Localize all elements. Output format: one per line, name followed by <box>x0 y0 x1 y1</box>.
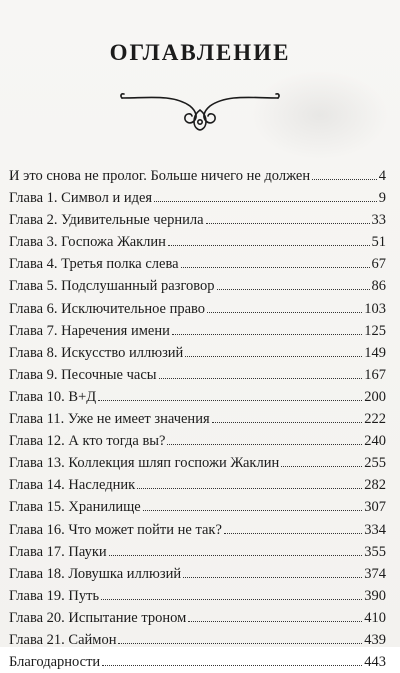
toc-entry-page: 443 <box>364 654 386 671</box>
toc-entry-title: Благодарности <box>9 654 101 671</box>
toc-entry-page: 4 <box>378 168 386 184</box>
toc-entry-title: Глава 10. В+Д <box>9 388 97 405</box>
toc-entry-title: И это снова не пролог. Больше ничего не должен <box>9 168 311 184</box>
dot-leader <box>137 488 362 489</box>
toc-entry <box>9 563 386 585</box>
table-of-contents <box>9 165 386 673</box>
toc-entry <box>9 519 386 541</box>
toc-entry-page: 390 <box>364 587 386 604</box>
toc-entry-page: 86 <box>371 278 386 295</box>
toc-entry-page: 103 <box>364 300 386 317</box>
toc-entry <box>9 364 386 386</box>
toc-entry <box>9 209 386 231</box>
toc-entry-page: 240 <box>364 433 386 450</box>
toc-entry-page: 307 <box>364 499 386 516</box>
dot-leader <box>312 179 377 180</box>
toc-entry-page: 222 <box>364 411 386 428</box>
dot-leader <box>172 334 362 335</box>
dot-leader <box>118 643 362 644</box>
toc-entry <box>9 408 386 430</box>
dot-leader <box>167 444 362 445</box>
toc-entry <box>9 320 386 342</box>
toc-entry-title: Глава 4. Третья полка слева <box>9 256 179 273</box>
dot-leader <box>98 400 362 401</box>
toc-entry-title: Глава 3. Госпожа Жаклин <box>9 234 166 251</box>
dot-leader <box>102 665 362 666</box>
flourish-ornament-icon <box>118 84 282 132</box>
dot-leader <box>109 555 363 556</box>
dot-leader <box>207 312 362 313</box>
toc-entry-page: 355 <box>364 543 386 560</box>
dot-leader <box>185 356 362 357</box>
toc-entry-page: 33 <box>371 212 386 229</box>
toc-entry-page: 67 <box>371 256 386 273</box>
toc-entry <box>9 607 386 629</box>
toc-entry-page: 167 <box>364 366 386 383</box>
toc-entry-title: Глава 16. Что может пойти не так? <box>9 521 222 538</box>
toc-entry-title: Глава 19. Путь <box>9 587 100 604</box>
toc-entry <box>9 253 386 275</box>
toc-entry-title: Глава 9. Песочные часы <box>9 366 157 383</box>
toc-entry-title: Глава 18. Ловушка иллюзий <box>9 565 182 582</box>
toc-entry <box>9 165 386 187</box>
dot-leader <box>168 245 370 246</box>
toc-entry-page: 51 <box>371 234 386 251</box>
toc-entry-page: 374 <box>364 565 386 582</box>
page-title: ОГЛАВЛЕНИЕ <box>109 40 291 65</box>
toc-entry-title: Глава 11. Уже не имеет значения <box>9 411 210 428</box>
toc-entry-title: Глава 8. Искусство иллюзий <box>9 344 184 361</box>
toc-entry <box>9 298 386 320</box>
toc-entry-title: Глава 7. Наречения имени <box>9 322 170 339</box>
toc-entry <box>9 342 386 364</box>
toc-entry-page: 200 <box>364 388 386 405</box>
toc-entry <box>9 496 386 518</box>
toc-entry-title: Глава 6. Исключительное право <box>9 300 206 317</box>
toc-entry-title: Глава 1. Символ и идея <box>9 190 153 207</box>
dot-leader <box>212 422 363 423</box>
toc-entry-page: 410 <box>364 609 386 626</box>
toc-entry-title: Глава 12. А кто тогда вы? <box>9 433 166 450</box>
toc-entry <box>9 275 386 297</box>
toc-entry-page: 282 <box>364 477 386 494</box>
toc-entry-title: Глава 21. Саймон <box>9 631 117 648</box>
dot-leader <box>159 378 363 379</box>
toc-entry-title: Глава 17. Пауки <box>9 543 107 560</box>
toc-entry-title: Глава 20. Испытание троном <box>9 609 187 626</box>
toc-entry <box>9 430 386 452</box>
toc-entry <box>9 541 386 563</box>
dot-leader <box>188 621 362 622</box>
toc-entry <box>9 452 386 474</box>
toc-entry <box>9 585 386 607</box>
toc-entry <box>9 386 386 408</box>
toc-entry <box>9 629 386 651</box>
dot-leader <box>281 466 362 467</box>
dot-leader <box>224 533 362 534</box>
toc-entry-title: Глава 14. Наследник <box>9 477 136 494</box>
toc-entry-page: 334 <box>364 521 386 538</box>
dot-leader <box>217 289 370 290</box>
toc-entry-title: Глава 2. Удивительные чернила <box>9 212 204 229</box>
toc-entry <box>9 651 386 673</box>
dot-leader <box>101 599 362 600</box>
toc-entry-title: Глава 15. Хранилище <box>9 499 141 516</box>
toc-entry-title: Глава 5. Подслушанный разговор <box>9 278 215 295</box>
dot-leader <box>183 577 362 578</box>
toc-entry-page: 149 <box>364 344 386 361</box>
dot-leader <box>143 510 363 511</box>
toc-entry <box>9 474 386 496</box>
toc-entry-title: Глава 13. Коллекция шляп госпожи Жаклин <box>9 455 280 472</box>
toc-entry-page: 125 <box>364 322 386 339</box>
toc-entry-page: 255 <box>364 455 386 472</box>
dot-leader <box>154 201 377 202</box>
toc-entry-page: 439 <box>364 631 386 648</box>
toc-entry <box>9 231 386 253</box>
toc-entry-page: 9 <box>378 190 386 207</box>
dot-leader <box>206 223 370 224</box>
toc-entry <box>9 187 386 209</box>
dot-leader <box>181 267 370 268</box>
